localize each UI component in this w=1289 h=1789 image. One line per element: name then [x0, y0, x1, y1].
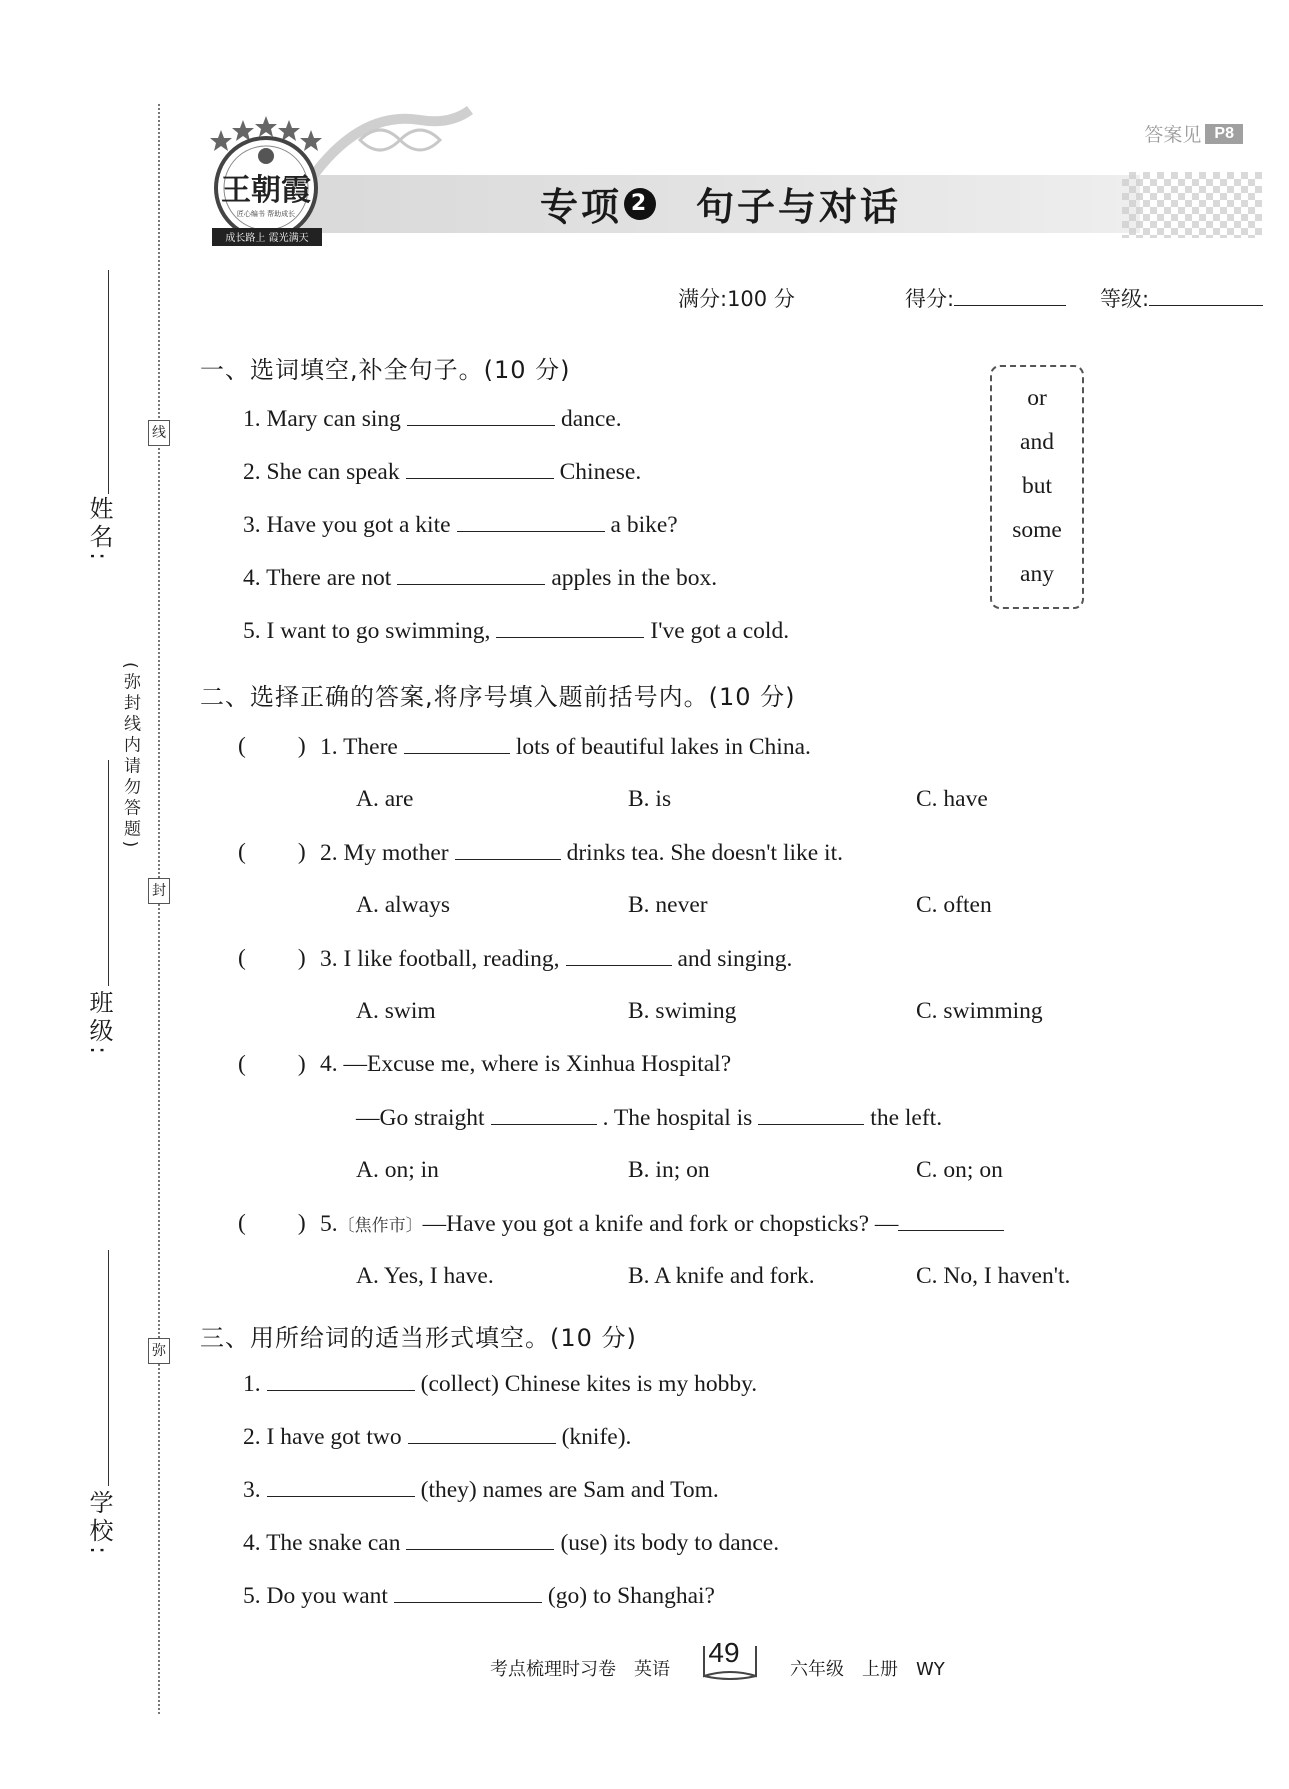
s3-q5	[243, 1582, 715, 1610]
title-subtitle: 句子与对话	[696, 185, 902, 229]
s2-q4-line2	[356, 1104, 942, 1132]
s1-q4	[243, 564, 717, 592]
s1-q5	[243, 617, 789, 645]
s2-q3-option-a: A. swim	[356, 998, 436, 1024]
name-field[interactable]	[108, 270, 109, 494]
name-label: 姓名:	[85, 496, 113, 565]
seal-char-seal: 封	[148, 878, 170, 904]
section3-heading: 三、用所给词的适当形式填空。(10 分)	[200, 1324, 637, 1352]
s2-q3-option-c: C. swimming	[916, 998, 1043, 1024]
word-bank-item: some	[1012, 517, 1062, 543]
s3-q4-after: its body to dance.	[613, 1530, 780, 1556]
s2-q2	[320, 839, 843, 867]
s1-q4-after: apples in the box.	[551, 565, 718, 591]
page-number: 49	[708, 1637, 740, 1668]
s3-q2-word: (knife).	[561, 1424, 632, 1450]
s1-q2-blank[interactable]	[406, 458, 554, 479]
s2-q5-number: 5.	[320, 1211, 338, 1237]
s1-q4-text: 4. There are not	[243, 565, 392, 591]
school-label: 学校:	[85, 1490, 113, 1559]
s2-q5-source-tag: 〔焦作市〕	[337, 1216, 423, 1236]
s3-q1-word: (collect)	[420, 1371, 499, 1397]
word-bank-item: and	[1020, 429, 1054, 455]
s2-q1-text: 1. There	[320, 734, 398, 760]
brand-logo	[188, 110, 338, 255]
section2-heading: 二、选择正确的答案,将序号填入题前括号内。(10 分)	[200, 683, 796, 711]
s2-q2-option-c: C. often	[916, 892, 992, 918]
s2-q4-answer-paren[interactable]	[238, 1051, 306, 1078]
s1-q3-blank[interactable]	[457, 511, 605, 532]
paren-open: (	[238, 839, 246, 865]
s3-q5-blank[interactable]	[394, 1582, 542, 1603]
s2-q4-option-c: C. on; on	[916, 1157, 1003, 1183]
s3-q2-text: 2. I have got two	[243, 1424, 402, 1450]
word-bank-box	[990, 365, 1084, 609]
s2-q3-answer-paren[interactable]	[238, 945, 306, 972]
footer-grade-info: 六年级 上册 WY	[790, 1659, 945, 1680]
paren-close: )	[297, 839, 306, 865]
s2-q5-option-b: B. A knife and fork.	[628, 1263, 815, 1289]
s2-q4-line2-c: the left.	[870, 1105, 943, 1131]
s2-q4-blank2[interactable]	[758, 1104, 864, 1125]
s2-q2-answer-paren[interactable]	[238, 839, 306, 866]
s3-q4-blank[interactable]	[406, 1529, 554, 1550]
s2-q1-option-c: C. have	[916, 786, 988, 812]
word-bank-item: but	[1021, 473, 1053, 499]
s3-q2	[243, 1423, 631, 1451]
binding-dotted-line	[158, 104, 160, 1714]
s3-q5-text: 5. Do you want	[243, 1583, 388, 1609]
grade-label: 等级:	[1100, 287, 1150, 311]
word-bank-item: or	[1027, 385, 1047, 411]
page-title	[540, 176, 901, 231]
binding-notice: (弥封线内请勿答题)	[120, 662, 140, 852]
score-field	[905, 283, 1066, 313]
s1-q3-after: a bike?	[610, 512, 678, 538]
s3-q1-blank[interactable]	[267, 1370, 415, 1391]
s3-q4-text: 4. The snake can	[243, 1530, 401, 1556]
word-bank-item: any	[1020, 561, 1054, 587]
s2-q1-option-a: A. are	[356, 786, 414, 812]
answer-ref-page: P8	[1205, 124, 1243, 144]
s2-q2-blank[interactable]	[455, 839, 561, 860]
s3-q3-text: 3.	[243, 1477, 261, 1503]
school-field[interactable]	[108, 1250, 109, 1486]
s3-q3	[243, 1476, 719, 1504]
s2-q5-blank[interactable]	[898, 1210, 1004, 1231]
s2-q4-line2-a: —Go straight	[356, 1105, 485, 1131]
grade-field	[1100, 283, 1263, 313]
section1-heading: 一、选词填空,补全句子。(10 分)	[200, 356, 571, 384]
s1-q2-after: Chinese.	[559, 459, 642, 485]
s2-q1-blank[interactable]	[404, 733, 510, 754]
s3-q3-after: names are Sam and Tom.	[482, 1477, 719, 1503]
s1-q5-blank[interactable]	[496, 617, 644, 638]
s2-q3-text: 3. I like football, reading,	[320, 946, 560, 972]
full-marks: 满分:100 分	[678, 287, 795, 311]
s2-q1-option-b: B. is	[628, 786, 672, 812]
s2-q4-line2-b: . The hospital is	[602, 1105, 753, 1131]
banner-checker-pattern	[1122, 172, 1262, 238]
svg-text:匠心编书 帮助成长: 匠心编书 帮助成长	[236, 210, 296, 218]
score-blank[interactable]	[954, 305, 1066, 306]
class-field[interactable]	[108, 760, 109, 986]
paren-close: )	[297, 733, 306, 759]
s2-q4-option-a: A. on; in	[356, 1157, 439, 1183]
paren-open: (	[238, 1210, 246, 1236]
s1-q4-blank[interactable]	[397, 564, 545, 585]
s1-q1-after: dance.	[560, 406, 622, 432]
paren-close: )	[297, 1210, 306, 1236]
paren-open: (	[238, 945, 246, 971]
s2-q3-option-b: B. swiming	[628, 998, 737, 1024]
s2-q5-option-a: A. Yes, I have.	[356, 1263, 494, 1289]
s1-q1-text: 1. Mary can sing	[243, 406, 401, 432]
s3-q1	[243, 1370, 757, 1398]
s1-q5-after: I've got a cold.	[650, 618, 790, 644]
s2-q1	[320, 733, 811, 761]
grade-blank[interactable]	[1149, 305, 1263, 306]
s3-q4	[243, 1529, 779, 1557]
s2-q3-blank[interactable]	[566, 945, 672, 966]
answer-reference	[1144, 120, 1243, 147]
s1-q3-text: 3. Have you got a kite	[243, 512, 451, 538]
seal-char-line: 线	[148, 420, 170, 446]
s2-q2-option-b: B. never	[628, 892, 708, 918]
s2-q3	[320, 945, 792, 973]
s2-q1-answer-paren[interactable]	[238, 733, 306, 760]
s1-q2	[243, 458, 641, 486]
s2-q3-after: and singing.	[677, 946, 793, 972]
logo-emblem	[188, 110, 338, 250]
s3-q3-word: (they)	[420, 1477, 477, 1503]
s2-q4-blank1[interactable]	[491, 1104, 597, 1125]
s1-q1-blank[interactable]	[407, 405, 555, 426]
s3-q2-blank[interactable]	[408, 1423, 556, 1444]
svg-text:王朝霞: 王朝霞	[221, 173, 311, 208]
footer-book-title: 考点梳理时习卷 英语	[490, 1659, 670, 1680]
s2-q2-after: drinks tea. She doesn't like it.	[566, 840, 843, 866]
s1-q2-text: 2. She can speak	[243, 459, 400, 485]
s3-q1-after: Chinese kites is my hobby.	[504, 1371, 758, 1397]
s3-q3-blank[interactable]	[267, 1476, 415, 1497]
s3-q1-text: 1.	[243, 1371, 261, 1397]
s2-q5-option-c: C. No, I haven't.	[916, 1263, 1071, 1289]
s1-q1	[243, 405, 622, 433]
s3-q5-word: (go)	[547, 1583, 588, 1609]
title-label: 专项	[540, 185, 623, 229]
seal-char-mi: 弥	[148, 1338, 170, 1364]
svg-text:成长路上 霞光满天: 成长路上 霞光满天	[225, 233, 309, 244]
s2-q5	[320, 1210, 1010, 1238]
s2-q2-option-a: A. always	[356, 892, 450, 918]
score-label: 得分:	[905, 287, 955, 311]
s2-q4-option-b: B. in; on	[628, 1157, 710, 1183]
s3-q5-after: to Shanghai?	[592, 1583, 715, 1609]
s1-q3	[243, 511, 678, 539]
paren-close: )	[297, 945, 306, 971]
answer-ref-label: 答案见	[1144, 124, 1202, 146]
paren-open: (	[238, 1051, 246, 1077]
s2-q1-after: lots of beautiful lakes in China.	[515, 734, 811, 760]
paren-close: )	[297, 1051, 306, 1077]
class-label: 班级:	[85, 990, 113, 1059]
s2-q5-text: —Have you got a knife and fork or chopsticks? —	[422, 1211, 899, 1237]
s1-q5-text: 5. I want to go swimming,	[243, 618, 491, 644]
s3-q4-word: (use)	[560, 1530, 608, 1556]
s2-q5-answer-paren[interactable]	[238, 1210, 306, 1237]
title-number: 2	[624, 188, 656, 220]
s2-q2-text: 2. My mother	[320, 840, 449, 866]
s2-q4: 4. —Excuse me, where is Xinhua Hospital?	[320, 1051, 732, 1077]
paren-open: (	[238, 733, 246, 759]
